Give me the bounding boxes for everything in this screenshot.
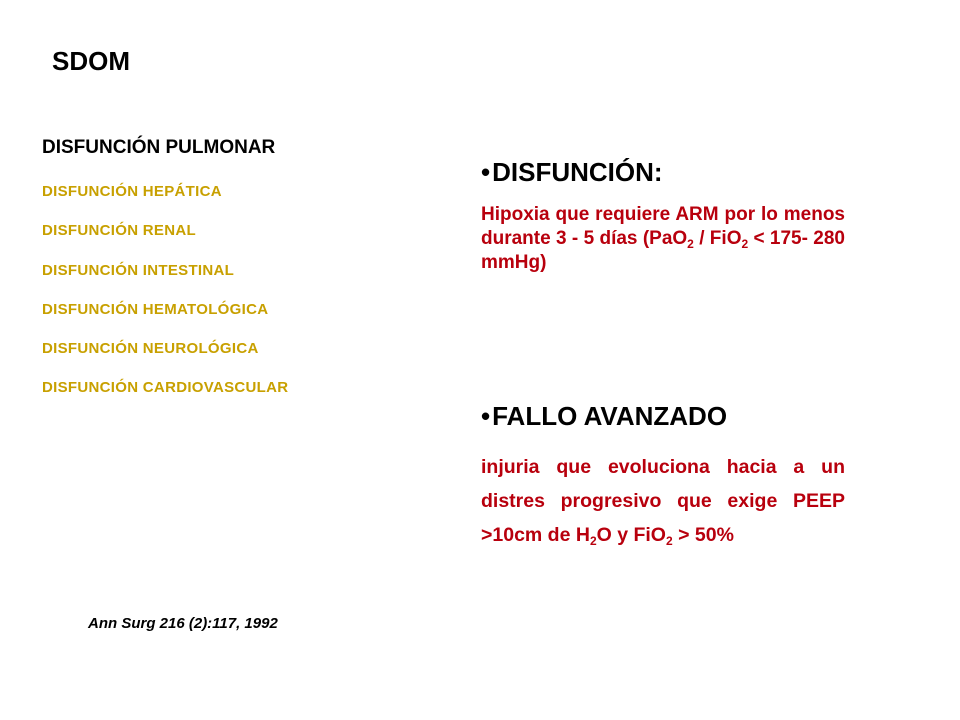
body-text-part: < 175- 280 mmHg) — [481, 228, 845, 273]
body-text-part: O y FiO — [596, 524, 666, 546]
body-text-part: Hipoxia que requiere ARM por lo menos durante 3 - 5 días (PaO — [481, 204, 845, 249]
section-body-fallo — [481, 450, 845, 552]
section-heading-fallo — [481, 401, 727, 432]
list-item-pulmonar: DISFUNCIÓN PULMONAR — [42, 137, 276, 158]
page-title: SDOM — [52, 46, 130, 76]
section-body-disfuncion — [481, 203, 845, 275]
list-item-intestinal: DISFUNCIÓN INTESTINAL — [42, 262, 235, 279]
heading-text: DISFUNCIÓN: — [492, 157, 663, 187]
list-item-neurologica: DISFUNCIÓN NEUROLÓGICA — [42, 340, 259, 357]
list-item-renal: DISFUNCIÓN RENAL — [42, 222, 196, 239]
section-heading-disfuncion — [481, 157, 663, 188]
body-text-part: injuria que evoluciona hacia a un distres progresivo que exige PEEP >10cm de H — [481, 456, 845, 546]
subscript: 2 — [589, 534, 597, 548]
subscript: 2 — [665, 534, 673, 548]
bullet-icon: • — [481, 401, 491, 431]
body-text-part: > 50% — [672, 524, 734, 546]
bullet-icon: • — [481, 157, 491, 187]
reference-citation: Ann Surg 216 (2):117, 1992 — [88, 615, 278, 632]
list-item-hepatica: DISFUNCIÓN HEPÁTICA — [42, 183, 222, 200]
body-text-part: / FiO — [693, 228, 742, 249]
subscript: 2 — [741, 237, 749, 251]
heading-text: FALLO AVANZADO — [492, 401, 728, 431]
subscript: 2 — [687, 237, 694, 251]
list-item-cardiovascular: DISFUNCIÓN CARDIOVASCULAR — [42, 379, 289, 396]
list-item-hematologica: DISFUNCIÓN HEMATOLÓGICA — [42, 301, 269, 318]
